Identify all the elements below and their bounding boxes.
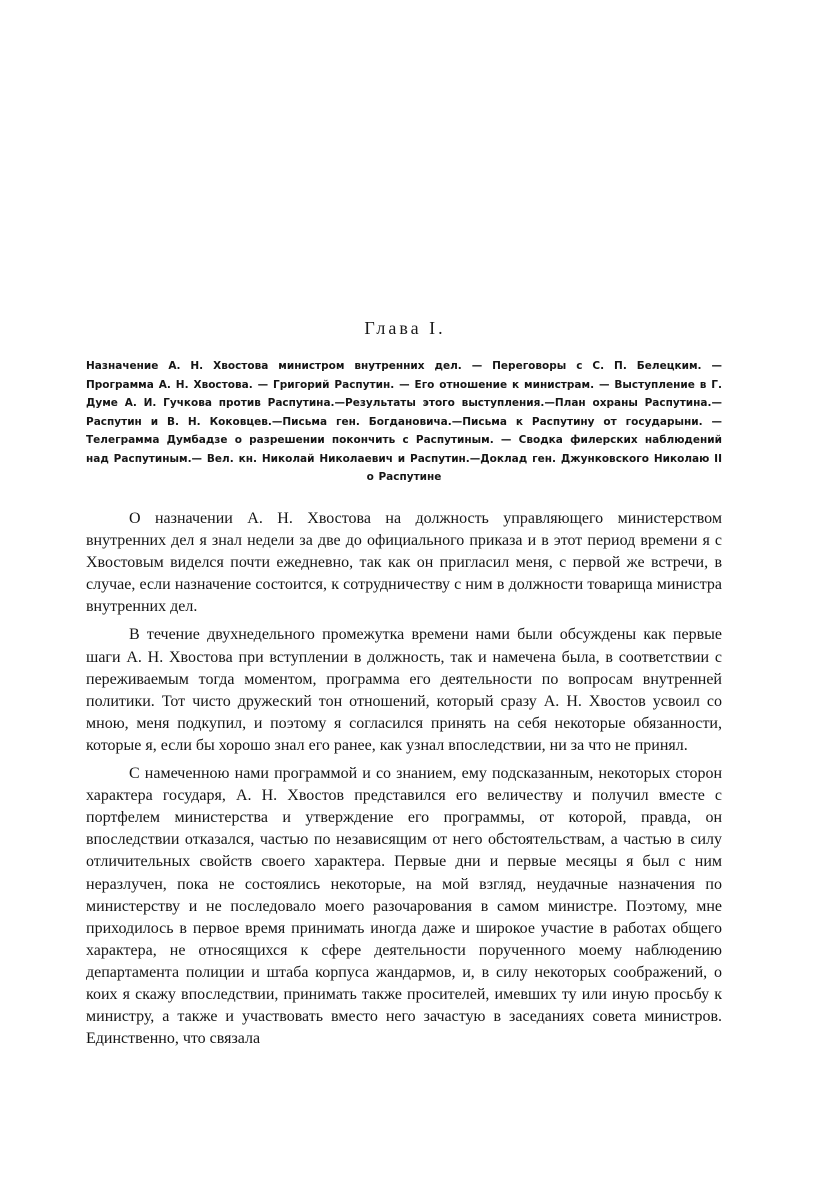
paragraph: О назначении А. Н. Хвостова на должность управляющего министерством внутренних дел я знал недели за две до официального приказа и в этот период времени я с Хвостовым виделся почти ежедневно, так как он пригласил меня, с первой же встречи, в случае, если назначение состоится, к сотрудничеству с ним в должности товарища министра внутренних дел. bbox=[86, 510, 722, 616]
chapter-body bbox=[86, 508, 722, 1056]
chapter-heading: Глава I. bbox=[364, 318, 446, 338]
chapter-summary: Назначение А. Н. Хвостова министром внутренних дел. — Переговоры с С. П. Белецким. — Программа А. Н. Хвостова. — Григорий Распутин. — Его отношение к министрам. — Выступление в Г. Думе А. И. Гучкова против Распутина.—Результаты этого выступления.—План охраны Распутина.—Распутин и В. Н. Коковцев.—Письма ген. Богдановича.—Письма к Распутину от государыни. — Телеграмма Думбадзе о разрешении покончить с Распутиным. — Сводка филерских наблюдений над Распутиным.— Вел. кн. Николай Николаевич и Распутин.—Доклад ген. Джунковского Николаю II о Распутине bbox=[86, 360, 722, 483]
paragraph: С намеченною нами программой и со знанием, ему подсказанным, некоторых сторон характера государя, А. Н. Хвостов представился его величеству и получил вместе с портфелем министерства и утверждение его программы, от которой, правда, он впоследствии отказался, частью по независящим от него обстоятельствам, а частью в силу отличительных свойств своего характера. Первые дни и первые месяцы я был с ним неразлучен, пока не состоялись некоторые, на мой взгляд, неудачные назначения по министерству и не последовало моего разочарования в самом министре. Поэтому, мне приходилось в первое время принимать иногда даже и широкое участие в работах общего характера, не относящихся к сфере деятельности порученного моему наблюдению департамента полиции и штаба корпуса жандармов, и, в силу некоторых соображений, о коих я скажу впоследствии, принимать также просителей, имевших ту или иную просьбу к министру, а также и участвовать вместо него зачастую в заседаниях совета министров. Единственно, что связала bbox=[86, 765, 722, 1048]
paragraph: В течение двухнедельного промежутка времени нами были обсуждены как первые шаги А. Н. Хвостова при вступлении в должность, так и намечена была, в соответствии с переживаемым тогда моментом, программа его деятельности по вопросам внутренней политики. Тот чисто дружеский тон отношений, который сразу А. Н. Хвостов усвоил со мною, меня подкупил, и поэтому я согласился принять на себя некоторые обязанности, которые я, если бы хорошо знал его ранее, как узнал впоследствии, ни за что не принял. bbox=[86, 626, 722, 754]
